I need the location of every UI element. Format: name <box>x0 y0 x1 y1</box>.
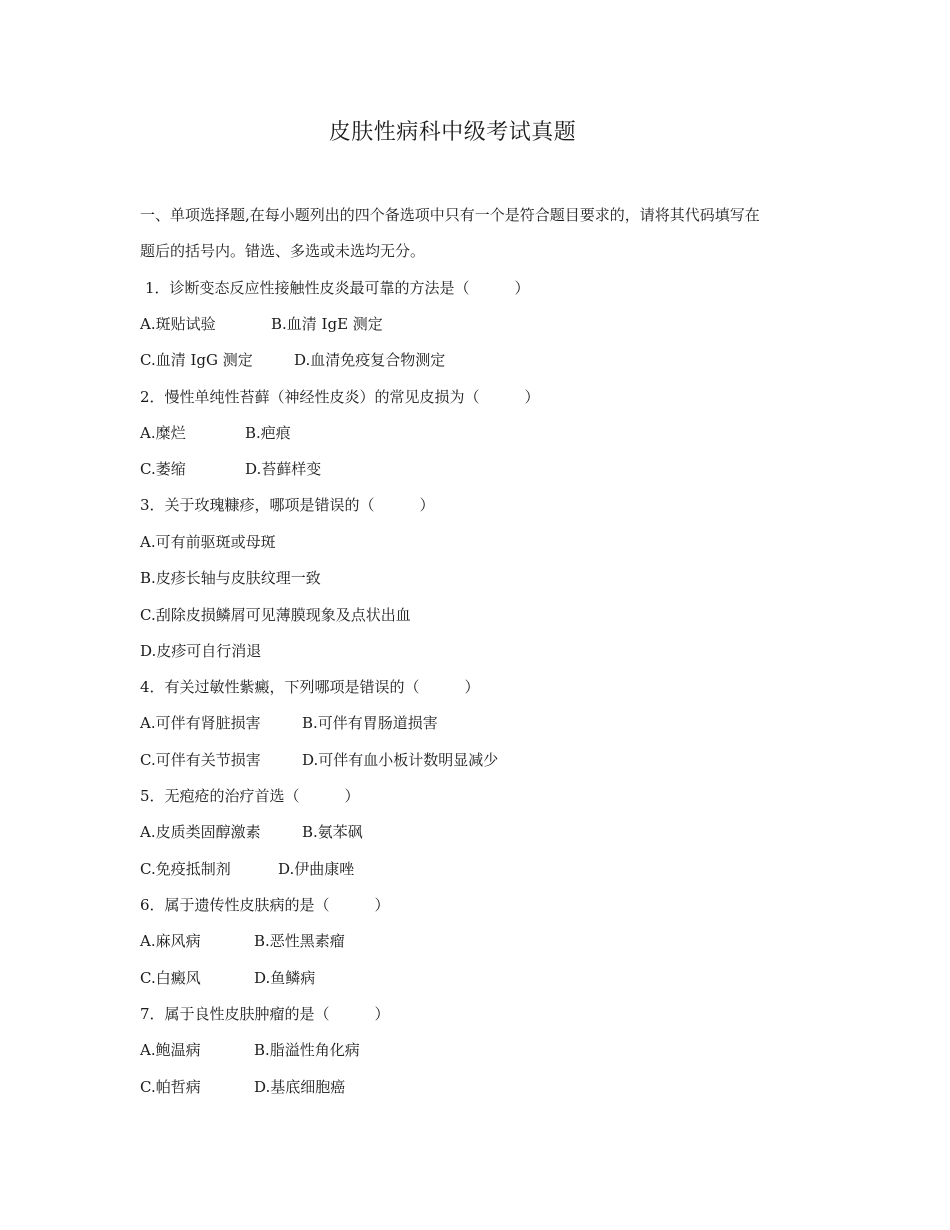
question-1-option-a: A.斑贴试验 <box>140 315 216 333</box>
question-2-stem: 2．慢性单纯性苔藓（神经性皮炎）的常见皮损为（ ） <box>140 388 540 406</box>
question-7-option-a: A.鲍温病 <box>140 1041 201 1059</box>
question-1-stem: 1．诊断变态反应性接触性皮炎最可靠的方法是（ ） <box>145 279 530 297</box>
question-3-option-a: A.可有前驱斑或母斑 <box>140 533 276 551</box>
question-3-option-b: B.皮疹长轴与皮肤纹理一致 <box>140 569 321 587</box>
question-4-option-a: A.可伴有肾脏损害 <box>140 714 261 732</box>
question-4-option-d: D.可伴有血小板计数明显减少 <box>302 751 499 769</box>
question-3-option-c: C.刮除皮损鳞屑可见薄膜现象及点状出血 <box>140 606 411 624</box>
question-1-options-row-2 <box>140 350 446 370</box>
question-7-options-row-1 <box>140 1040 360 1060</box>
question-5-options-row-1 <box>140 822 363 842</box>
question-6-option-a: A.麻风病 <box>140 932 201 950</box>
question-4-options-row-1 <box>140 713 438 733</box>
question-6-option-b: B.恶性黑素瘤 <box>254 932 345 950</box>
question-5-option-c: C.免疫抵制剂 <box>140 860 231 878</box>
question-7-stem: 7．属于良性皮肤肿瘤的是（ ） <box>140 1005 390 1023</box>
question-2-option-a: A.糜烂 <box>140 424 186 442</box>
question-1-option-d: D.血清免疫复合物测定 <box>294 351 446 369</box>
question-5-options-row-2 <box>140 859 355 879</box>
question-4-option-b: B.可伴有胃肠道损害 <box>302 714 438 732</box>
question-6-option-d: D.鱼鳞病 <box>254 969 316 987</box>
question-7-option-d: D.基底细胞癌 <box>254 1078 346 1096</box>
question-7-option-c: C.帕哲病 <box>140 1078 201 1096</box>
question-2-options-row-2 <box>140 459 322 479</box>
question-1-options-row-1 <box>140 314 383 334</box>
question-6-stem: 6．属于遗传性皮肤病的是（ ） <box>140 896 390 914</box>
section-intro-line-1: 一、单项选择题,在每小题列出的四个备选项中只有一个是符合题目要求的，请将其代码填写在 <box>140 206 760 224</box>
question-1-option-b: B.血清 IgE 测定 <box>271 315 383 333</box>
question-5-option-a: A.皮质类固醇激素 <box>140 823 261 841</box>
question-5-option-d: D.伊曲康唑 <box>278 860 355 878</box>
question-3-option-d: D.皮疹可自行消退 <box>140 642 262 660</box>
question-2-option-c: C.萎缩 <box>140 460 186 478</box>
question-4-option-c: C.可伴有关节损害 <box>140 751 261 769</box>
question-3-stem: 3．关于玫瑰糠疹，哪项是错误的（ ） <box>140 496 435 514</box>
question-7-option-b: B.脂溢性角化病 <box>254 1041 360 1059</box>
question-6-options-row-2 <box>140 968 316 988</box>
question-5-stem: 5．无疱疮的治疗首选（ ） <box>140 787 360 805</box>
question-4-options-row-2 <box>140 750 499 770</box>
section-intro-line-2: 题后的括号内。错选、多选或未选均无分。 <box>140 242 426 260</box>
page-title: 皮肤性病科中级考试真题 <box>328 120 577 145</box>
question-2-option-d: D.苔藓样变 <box>245 460 322 478</box>
question-1-option-c: C.血清 IgG 测定 <box>140 351 253 369</box>
question-5-option-b: B.氨苯砜 <box>302 823 363 841</box>
question-6-options-row-1 <box>140 931 345 951</box>
question-7-options-row-2 <box>140 1077 346 1097</box>
question-2-option-b: B.疤痕 <box>245 424 291 442</box>
question-4-stem: 4．有关过敏性紫癜，下列哪项是错误的（ ） <box>140 678 480 696</box>
question-2-options-row-1 <box>140 423 291 443</box>
question-6-option-c: C.白癜风 <box>140 969 201 987</box>
